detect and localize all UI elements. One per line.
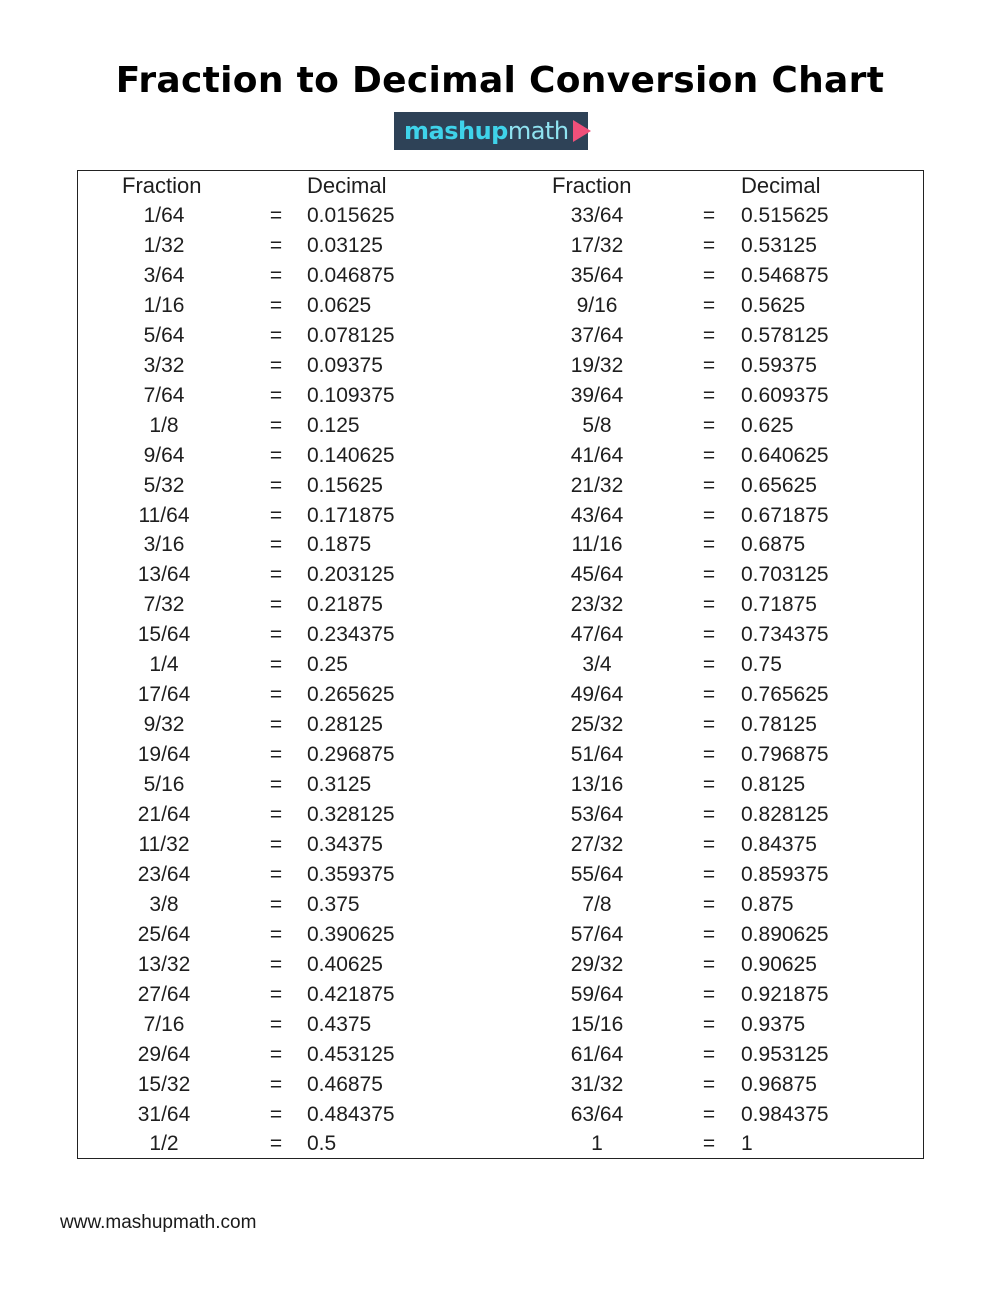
fraction-cell: 5/32 xyxy=(143,473,185,497)
decimal-cell: 0.0625 xyxy=(307,293,372,317)
equals-sign: = xyxy=(702,204,716,227)
decimal-cell: 0.421875 xyxy=(307,982,395,1006)
decimal-cell: 0.96875 xyxy=(741,1072,817,1096)
decimal-cell: 0.75 xyxy=(741,653,782,677)
equals-sign: = xyxy=(702,293,716,317)
equals-sign: = xyxy=(269,323,283,347)
decimal-cell: 0.8125 xyxy=(741,773,806,796)
header-fraction-right: Fraction xyxy=(552,173,632,198)
fraction-cell: 5/64 xyxy=(143,323,185,347)
equals-sign: = xyxy=(269,563,283,587)
logo-text-math: math xyxy=(507,117,569,145)
equals-sign: = xyxy=(702,1132,716,1156)
fraction-cell: 21/32 xyxy=(570,473,624,497)
fraction-cell: 61/64 xyxy=(570,1042,624,1066)
equals-sign: = xyxy=(269,623,283,647)
fraction-cell: 55/64 xyxy=(570,862,624,886)
equals-sign: = xyxy=(702,503,716,527)
equals-sign: = xyxy=(702,1072,716,1096)
equals-sign: = xyxy=(269,503,283,527)
fraction-cell: 3/16 xyxy=(143,533,185,557)
decimal-cell: 0.953125 xyxy=(741,1042,829,1066)
decimal-cell: 0.78125 xyxy=(741,713,817,737)
conversion-table xyxy=(77,170,924,1159)
decimal-cell: 0.4375 xyxy=(307,1012,372,1036)
decimal-cell: 0.5625 xyxy=(741,293,806,317)
equals-sign: = xyxy=(269,1072,283,1096)
decimal-cell: 0.25 xyxy=(307,653,348,677)
equals-sign: = xyxy=(702,982,716,1006)
fraction-cell: 25/64 xyxy=(137,922,191,946)
fraction-cell: 23/32 xyxy=(570,593,624,617)
decimal-cell: 0.03125 xyxy=(307,234,383,257)
equals-sign: = xyxy=(702,1042,716,1066)
fraction-cell: 9/16 xyxy=(576,293,618,317)
decimal-cell: 0.859375 xyxy=(741,862,829,886)
fraction-cell: 53/64 xyxy=(570,803,624,826)
equals-sign: = xyxy=(269,832,283,856)
fraction-cell: 7/32 xyxy=(143,593,185,617)
decimal-cell: 0.90625 xyxy=(741,952,817,976)
equals-sign: = xyxy=(269,803,283,826)
fraction-cell: 11/32 xyxy=(138,832,190,856)
header-fraction-left: Fraction xyxy=(122,173,202,198)
decimal-cell: 0.1875 xyxy=(307,533,372,557)
equals-sign: = xyxy=(269,683,283,707)
website-url: www.mashupmath.com xyxy=(60,1212,257,1233)
fraction-cell: 13/64 xyxy=(137,563,191,587)
decimal-cell: 0.453125 xyxy=(307,1042,395,1066)
fraction-cell: 17/64 xyxy=(137,683,191,707)
fraction-cell: 13/32 xyxy=(137,952,191,976)
equals-sign: = xyxy=(269,982,283,1006)
fraction-cell: 19/32 xyxy=(570,353,624,377)
decimal-cell: 0.34375 xyxy=(307,832,383,856)
fraction-cell: 5/16 xyxy=(143,773,185,796)
equals-sign: = xyxy=(269,713,283,737)
decimal-cell: 0.09375 xyxy=(307,353,383,377)
fraction-cell: 15/32 xyxy=(137,1072,191,1096)
decimal-cell: 0.3125 xyxy=(307,773,372,796)
fraction-cell: 5/8 xyxy=(582,413,612,437)
decimal-cell: 0.15625 xyxy=(307,473,383,497)
decimal-cell: 0.71875 xyxy=(741,593,817,617)
decimal-cell: 0.640625 xyxy=(741,443,829,467)
decimal-cell: 0.109375 xyxy=(307,383,395,407)
fraction-cell: 1/64 xyxy=(143,204,185,227)
fraction-cell: 9/64 xyxy=(143,443,185,467)
equals-sign: = xyxy=(269,743,283,767)
fraction-cell: 13/16 xyxy=(570,773,624,796)
fraction-cell: 33/64 xyxy=(570,204,624,227)
equals-sign: = xyxy=(269,473,283,497)
fraction-cell: 1/8 xyxy=(149,413,179,437)
equals-sign: = xyxy=(269,1042,283,1066)
fraction-cell: 41/64 xyxy=(570,443,624,467)
decimal-cell: 0.703125 xyxy=(741,563,829,587)
equals-sign: = xyxy=(269,922,283,946)
fraction-cell: 39/64 xyxy=(570,383,624,407)
equals-sign: = xyxy=(269,892,283,916)
mashupmath-logo xyxy=(394,112,588,150)
fraction-cell: 1/4 xyxy=(149,653,179,677)
decimal-cell: 0.84375 xyxy=(741,832,817,856)
fraction-cell: 11/64 xyxy=(138,503,190,527)
decimal-cell: 0.765625 xyxy=(741,683,829,707)
equals-sign: = xyxy=(702,443,716,467)
header-decimal-left: Decimal xyxy=(307,173,387,198)
fraction-cell: 21/64 xyxy=(137,803,191,826)
fraction-cell: 7/8 xyxy=(582,892,612,916)
decimal-cell: 0.375 xyxy=(307,892,360,916)
equals-sign: = xyxy=(269,533,283,557)
fraction-cell: 3/32 xyxy=(143,353,185,377)
fraction-cell: 35/64 xyxy=(570,263,624,287)
fraction-cell: 15/16 xyxy=(570,1012,624,1036)
decimal-cell: 0.890625 xyxy=(741,922,829,946)
equals-sign: = xyxy=(702,892,716,916)
fraction-cell: 3/8 xyxy=(149,892,179,916)
fraction-cell: 9/32 xyxy=(143,713,185,737)
decimal-cell: 0.65625 xyxy=(741,473,817,497)
fraction-cell: 59/64 xyxy=(570,982,624,1006)
equals-sign: = xyxy=(702,862,716,886)
equals-sign: = xyxy=(269,234,283,257)
equals-sign: = xyxy=(702,803,716,826)
fraction-cell: 57/64 xyxy=(570,922,624,946)
decimal-cell: 0.484375 xyxy=(307,1102,395,1126)
decimal-cell: 0.171875 xyxy=(307,503,395,527)
equals-sign: = xyxy=(269,353,283,377)
decimal-cell: 0.390625 xyxy=(307,922,395,946)
page-title: Fraction to Decimal Conversion Chart xyxy=(115,60,885,101)
decimal-cell: 0.875 xyxy=(741,892,794,916)
fraction-cell: 31/64 xyxy=(137,1102,191,1126)
decimal-cell: 0.203125 xyxy=(307,563,395,587)
equals-sign: = xyxy=(269,263,283,287)
decimal-cell: 0.015625 xyxy=(307,204,395,227)
decimal-cell: 0.625 xyxy=(741,413,794,437)
fraction-cell: 15/64 xyxy=(137,623,191,647)
equals-sign: = xyxy=(269,773,283,796)
fraction-cell: 7/16 xyxy=(143,1012,185,1036)
decimal-cell: 0.140625 xyxy=(307,443,395,467)
decimal-cell: 0.828125 xyxy=(741,803,829,826)
fraction-cell: 63/64 xyxy=(570,1102,624,1126)
equals-sign: = xyxy=(702,683,716,707)
decimal-cell: 0.265625 xyxy=(307,683,395,707)
equals-sign: = xyxy=(702,1102,716,1126)
fraction-cell: 49/64 xyxy=(570,683,624,707)
decimal-cell: 0.53125 xyxy=(741,234,817,257)
decimal-cell: 0.359375 xyxy=(307,862,395,886)
decimal-cell: 1 xyxy=(741,1132,753,1156)
decimal-cell: 0.078125 xyxy=(307,323,395,347)
decimal-cell: 0.40625 xyxy=(307,952,383,976)
decimal-cell: 0.296875 xyxy=(307,743,395,767)
decimal-cell: 0.609375 xyxy=(741,383,829,407)
fraction-cell: 47/64 xyxy=(570,623,624,647)
fraction-cell: 3/64 xyxy=(143,263,185,287)
fraction-cell: 17/32 xyxy=(570,234,624,257)
equals-sign: = xyxy=(269,593,283,617)
logo-text-mashup: mashup xyxy=(404,117,508,145)
fraction-cell: 25/32 xyxy=(570,713,624,737)
fraction-cell: 45/64 xyxy=(570,563,624,587)
decimal-cell: 0.671875 xyxy=(741,503,829,527)
equals-sign: = xyxy=(702,473,716,497)
equals-sign: = xyxy=(269,204,283,227)
equals-sign: = xyxy=(702,623,716,647)
fraction-cell: 51/64 xyxy=(570,743,624,767)
decimal-cell: 0.578125 xyxy=(741,323,829,347)
equals-sign: = xyxy=(269,862,283,886)
header-decimal-right: Decimal xyxy=(741,173,821,198)
decimal-cell: 0.21875 xyxy=(307,593,383,617)
decimal-cell: 0.28125 xyxy=(307,713,383,737)
decimal-cell: 0.921875 xyxy=(741,982,829,1006)
fraction-cell: 27/64 xyxy=(137,982,191,1006)
fraction-cell: 1/16 xyxy=(143,293,185,317)
decimal-cell: 0.125 xyxy=(307,413,360,437)
equals-sign: = xyxy=(702,263,716,287)
equals-sign: = xyxy=(702,353,716,377)
equals-sign: = xyxy=(269,952,283,976)
decimal-cell: 0.5 xyxy=(307,1132,337,1156)
fraction-cell: 43/64 xyxy=(570,503,624,527)
fraction-cell: 27/32 xyxy=(570,832,624,856)
decimal-cell: 0.515625 xyxy=(741,204,829,227)
equals-sign: = xyxy=(702,713,716,737)
equals-sign: = xyxy=(269,383,283,407)
equals-sign: = xyxy=(702,323,716,347)
decimal-cell: 0.046875 xyxy=(307,263,395,287)
decimal-cell: 0.328125 xyxy=(307,803,395,826)
decimal-cell: 0.546875 xyxy=(741,263,829,287)
decimal-cell: 0.59375 xyxy=(741,353,817,377)
equals-sign: = xyxy=(269,443,283,467)
decimal-cell: 0.984375 xyxy=(741,1102,829,1126)
fraction-cell: 1/2 xyxy=(149,1132,179,1156)
fraction-cell: 19/64 xyxy=(137,743,191,767)
equals-sign: = xyxy=(702,952,716,976)
decimal-cell: 0.734375 xyxy=(741,623,829,647)
equals-sign: = xyxy=(702,383,716,407)
equals-sign: = xyxy=(702,563,716,587)
equals-sign: = xyxy=(702,922,716,946)
equals-sign: = xyxy=(269,1132,283,1156)
fraction-cell: 1/32 xyxy=(143,234,185,257)
equals-sign: = xyxy=(702,234,716,257)
equals-sign: = xyxy=(269,1012,283,1036)
decimal-cell: 0.234375 xyxy=(307,623,395,647)
fraction-cell: 29/64 xyxy=(137,1042,191,1066)
equals-sign: = xyxy=(702,743,716,767)
fraction-cell: 1 xyxy=(591,1132,603,1156)
equals-sign: = xyxy=(702,832,716,856)
equals-sign: = xyxy=(702,413,716,437)
fraction-cell: 31/32 xyxy=(570,1072,624,1096)
fraction-cell: 29/32 xyxy=(570,952,624,976)
equals-sign: = xyxy=(702,593,716,617)
decimal-cell: 0.6875 xyxy=(741,533,806,557)
fraction-cell: 23/64 xyxy=(137,862,191,886)
decimal-cell: 0.796875 xyxy=(741,743,829,767)
fraction-cell: 37/64 xyxy=(570,323,624,347)
equals-sign: = xyxy=(702,533,716,557)
decimal-cell: 0.9375 xyxy=(741,1012,806,1036)
fraction-cell: 11/16 xyxy=(571,533,623,557)
equals-sign: = xyxy=(269,653,283,677)
equals-sign: = xyxy=(269,413,283,437)
play-arrow-icon xyxy=(573,120,591,142)
equals-sign: = xyxy=(702,1012,716,1036)
equals-sign: = xyxy=(269,293,283,317)
fraction-cell: 7/64 xyxy=(143,383,185,407)
equals-sign: = xyxy=(269,1102,283,1126)
equals-sign: = xyxy=(702,653,716,677)
equals-sign: = xyxy=(702,773,716,796)
fraction-cell: 3/4 xyxy=(582,653,612,677)
decimal-cell: 0.46875 xyxy=(307,1072,383,1096)
